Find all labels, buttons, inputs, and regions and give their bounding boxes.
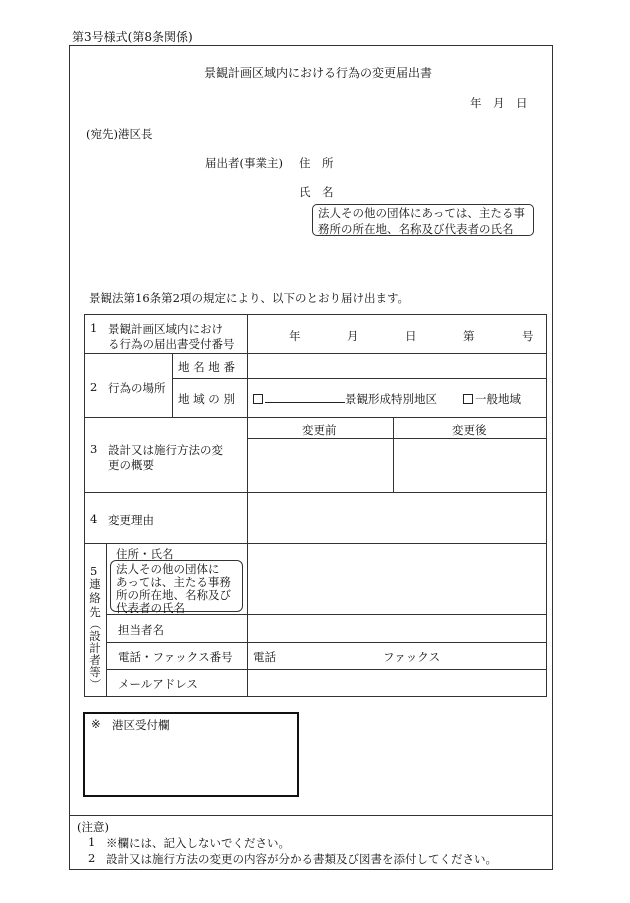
name-label: 氏 名 [299,185,334,199]
row2-number: 2 [90,380,98,394]
notes-heading: (注意) [77,820,109,834]
before-change-input[interactable] [250,441,390,489]
notifier-label: 届出者(事業主) [205,156,283,170]
contact-vertical-char: 先 [89,605,101,619]
after-change-header: 変更後 [452,423,487,437]
row2-label: 行為の場所 [108,381,166,395]
after-change-input[interactable] [396,441,544,489]
corp-note-line-2: 務所の所在地、名称及び代表者の氏名 [318,222,514,236]
special-district-label: 景観形成特別地区 [345,392,437,406]
form-number: 第3号様式(第8条関係) [72,30,193,44]
contact-vertical-char: 絡 [89,591,101,605]
tel-label: 電話 [253,650,276,664]
date-line: 年 月 日 [470,96,528,110]
special-district-option[interactable] [253,391,437,407]
person-in-charge-input[interactable] [250,617,544,639]
contact-vertical-char: 連 [89,577,101,591]
row5-note-line-4: 代表者の氏名 [116,601,185,615]
notes-divider [69,815,553,816]
note-2-number: 2 [88,851,96,865]
email-input[interactable] [250,672,544,694]
row5-sub-person: 担当者名 [118,623,164,637]
row5-sub-email: メールアドレス [118,677,198,691]
receipt-day: 日 [405,329,417,343]
chiban-input[interactable] [250,355,544,377]
receipt-month: 月 [347,329,359,343]
row4-number: 4 [90,512,98,526]
contact-vertical-char: （ [88,618,102,630]
receipt-dai: 第 [463,329,475,343]
tel-input[interactable] [282,645,378,667]
row5-note-line-2: あっては、主たる事務 [116,575,231,589]
contact-vertical-char: 者 [89,653,101,667]
row1-label-line-2: る行為の届出書受付番号 [108,337,235,351]
contact-vertical-char: ） [88,678,102,690]
row1-number: 1 [90,321,98,335]
receipt-go: 号 [522,329,534,343]
receipt-year: 年 [289,329,301,343]
note-1-number: 1 [88,835,96,849]
fax-label: ファックス [383,650,441,664]
note-2-text: 設計又は施行方法の変更の内容が分かる書類及び図書を添付してください。 [106,852,497,866]
corp-note-line-1: 法人その他の団体にあっては、主たる事 [318,206,525,220]
row2-sub-chiban: 地 名 地 番 [178,360,235,374]
row5-sub-address-name: 住所・氏名 [116,547,174,561]
row3-label-line-2: 更の概要 [108,458,154,472]
receipt-mark: ※ [91,717,101,731]
note-1-text: ※欄には、記入しないでください。 [106,836,290,850]
change-reason-input[interactable] [250,496,544,540]
contact-vertical-char: 設 [89,629,101,643]
row3-label-line-1: 設計又は施行方法の変 [108,443,223,457]
intro-text: 景観法第16条第2項の規定により、以下のとおり届け出ます。 [89,291,410,305]
fax-input[interactable] [448,645,544,667]
row5-number: 5 [90,564,98,578]
general-area-label: 一般地域 [475,392,521,406]
contact-vertical-char: 計 [89,641,101,655]
addressee: (宛先)港区長 [86,127,153,141]
document-title: 景観計画区域内における行為の変更届出書 [204,66,433,80]
row3-number: 3 [90,442,98,456]
row1-label-line-1: 景観計画区域内におけ [108,322,223,336]
row5-note-line-1: 法人その他の団体に [116,562,220,576]
receipt-label: 港区受付欄 [112,718,170,732]
general-area-checkbox[interactable] [463,394,473,404]
before-change-header: 変更前 [302,423,337,437]
district-name-blank[interactable] [265,393,345,403]
general-area-option[interactable] [463,391,521,407]
address-label: 住 所 [299,156,334,170]
row5-note-line-3: 所の所在地、名称及び [116,588,231,602]
contact-address-input[interactable] [250,547,544,611]
special-district-checkbox[interactable] [253,394,263,404]
row4-label: 変更理由 [108,513,154,527]
row5-sub-phone-fax: 電話・ファックス番号 [118,650,233,664]
row2-sub-chiiki: 地 域 の 別 [178,392,235,406]
contact-vertical-char: 等 [89,665,101,679]
